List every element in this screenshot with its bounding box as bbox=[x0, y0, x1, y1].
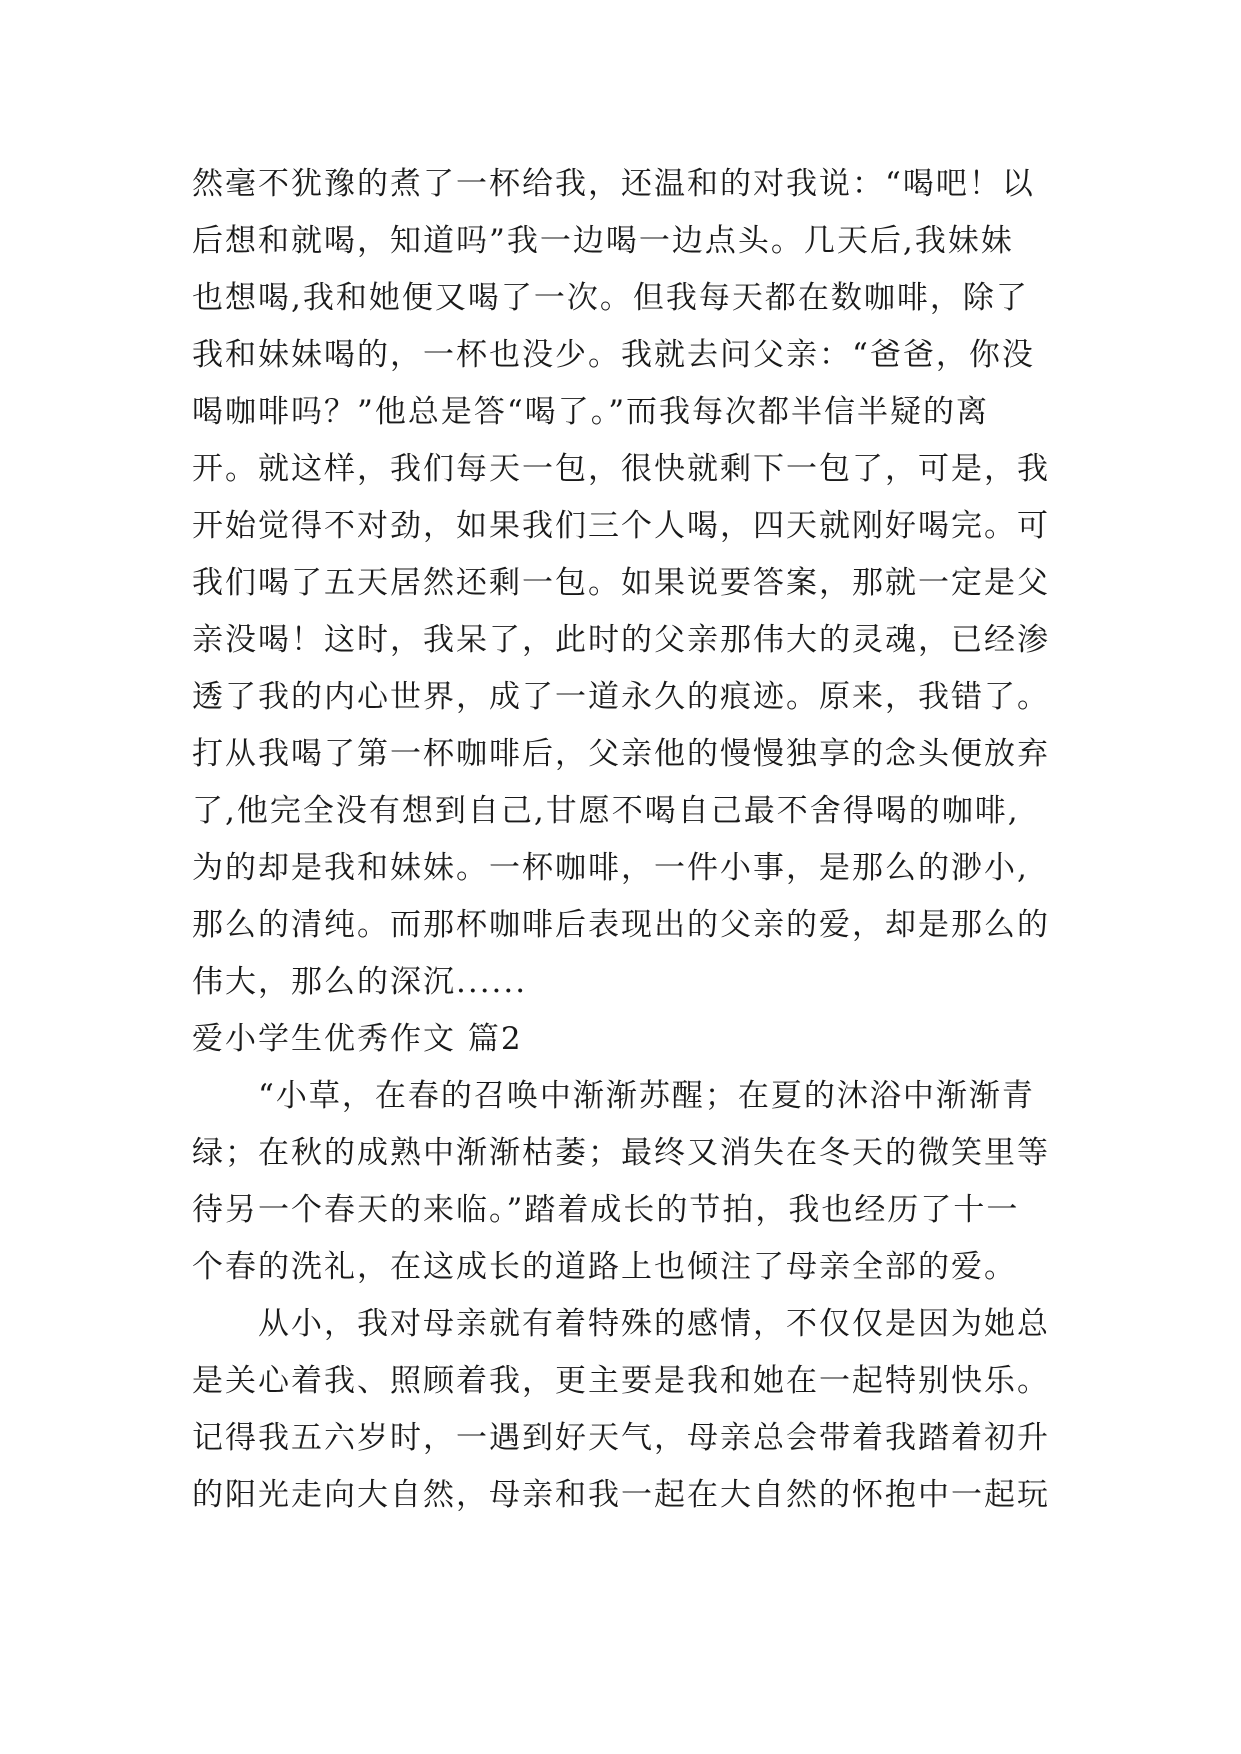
text-line: 那么的清纯。而那杯咖啡后表现出的父亲的爱，却是那么的 bbox=[192, 907, 1050, 943]
paragraph-1 bbox=[192, 156, 1074, 1011]
text-line: 为的却是我和妹妹。一杯咖啡，一件小事，是那么的渺小, bbox=[192, 850, 1029, 886]
text-line: 伟大，那么的深沉...... bbox=[192, 964, 528, 1000]
paragraph-3 bbox=[192, 1296, 1074, 1524]
text-line: 然毫不犹豫的煮了一杯给我，还温和的对我说：“喝吧！以 bbox=[192, 166, 1035, 202]
section-heading: 爱小学生优秀作文 篇2 bbox=[192, 1021, 523, 1057]
text-line: 后想和就喝，知道吗”我一边喝一边点头。几天后,我妹妹 bbox=[192, 223, 1014, 259]
document-body bbox=[192, 156, 1074, 1524]
text-line: 了,他完全没有想到自己,甘愿不喝自己最不舍得喝的咖啡, bbox=[192, 793, 1020, 829]
text-line: 个春的洗礼，在这成长的道路上也倾注了母亲全部的爱。 bbox=[192, 1249, 1017, 1285]
text-line: 开。就这样，我们每天一包，很快就剩下一包了，可是，我 bbox=[192, 451, 1050, 487]
text-line: 喝咖啡吗？”他总是答“喝了。”而我每次都半信半疑的离 bbox=[192, 394, 990, 430]
paragraph-2 bbox=[192, 1068, 1074, 1296]
text-line: 是关心着我、照顾着我，更主要是我和她在一起特别快乐。 bbox=[192, 1363, 1050, 1399]
text-line: 待另一个春天的来临。”踏着成长的节拍，我也经历了十一 bbox=[192, 1192, 1020, 1228]
text-line: 打从我喝了第一杯咖啡后，父亲他的慢慢独享的念头便放弃 bbox=[192, 736, 1050, 772]
text-line: 开始觉得不对劲，如果我们三个人喝，四天就刚好喝完。可 bbox=[192, 508, 1050, 544]
text-line: 亲没喝！这时，我呆了，此时的父亲那伟大的灵魂，已经渗 bbox=[192, 622, 1050, 658]
text-line: “小草，在春的召唤中渐渐苏醒；在夏的沐浴中渐渐青 bbox=[192, 1078, 1035, 1114]
text-line: 记得我五六岁时，一遇到好天气，母亲总会带着我踏着初升 bbox=[192, 1420, 1050, 1456]
text-line: 的阳光走向大自然，母亲和我一起在大自然的怀抱中一起玩 bbox=[192, 1477, 1050, 1513]
text-line: 从小，我对母亲就有着特殊的感情，不仅仅是因为她总 bbox=[192, 1306, 1050, 1342]
text-line: 绿；在秋的成熟中渐渐枯萎；最终又消失在冬天的微笑里等 bbox=[192, 1135, 1050, 1171]
text-line: 也想喝,我和她便又喝了一次。但我每天都在数咖啡，除了 bbox=[192, 280, 1029, 316]
text-line: 透了我的内心世界，成了一道永久的痕迹。原来，我错了。 bbox=[192, 679, 1050, 715]
text-line: 我们喝了五天居然还剩一包。如果说要答案，那就一定是父 bbox=[192, 565, 1050, 601]
text-line: 我和妹妹喝的，一杯也没少。我就去问父亲：“爸爸，你没 bbox=[192, 337, 1035, 373]
